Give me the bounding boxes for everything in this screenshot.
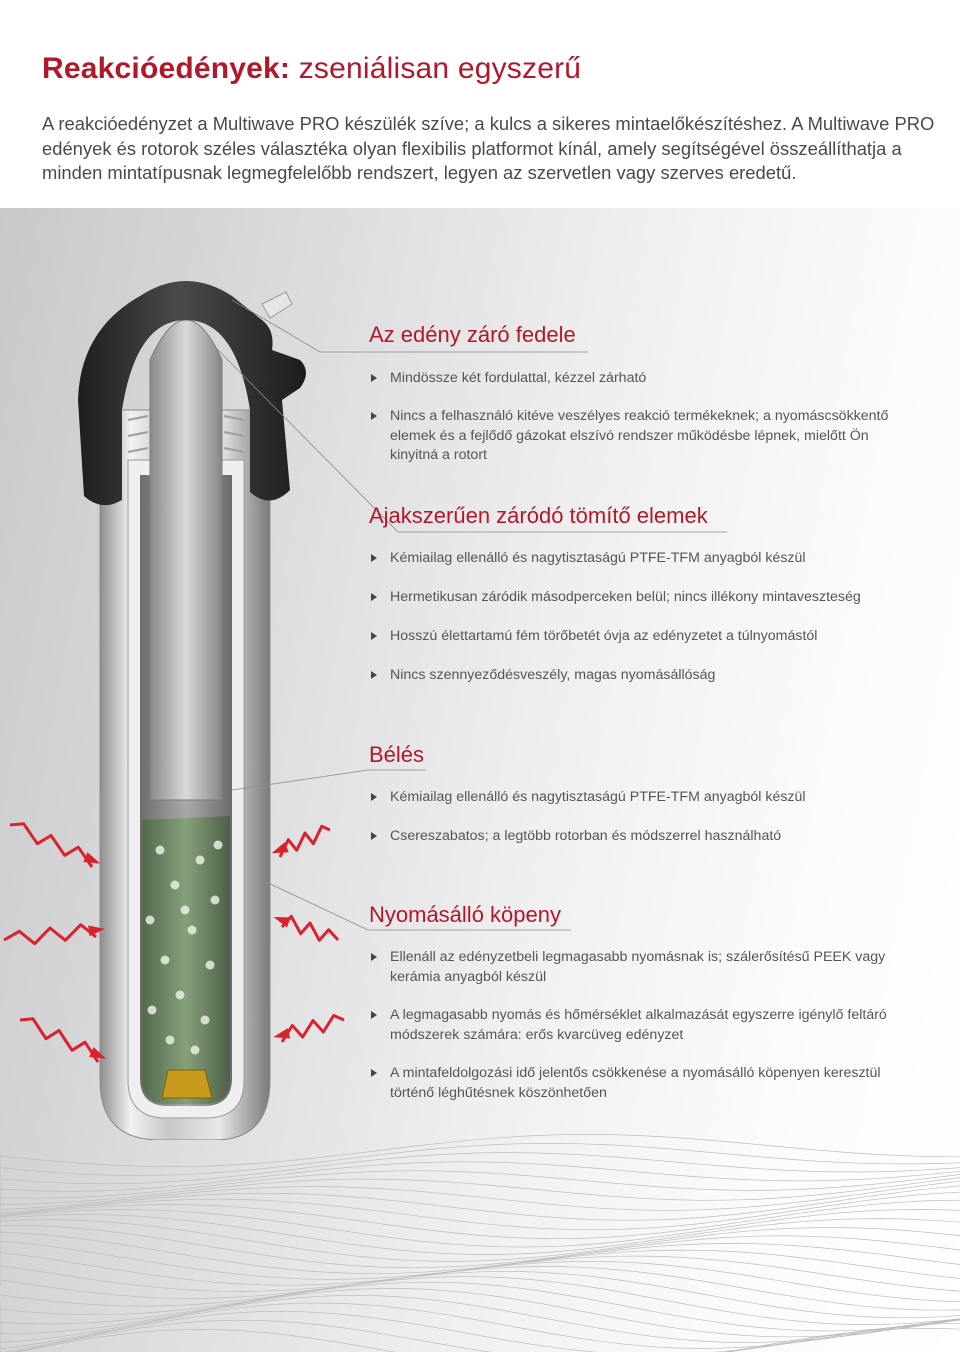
page-title-rest: zseniálisan egyszerű [298, 52, 582, 85]
bullet-text: A legmagasabb nyomás és hőmérséklet alkalmazását egyszerre igénylő feltáró módszerek számára: erős kvarcüveg edényzet [390, 1007, 887, 1043]
microwave-arrow [4, 925, 96, 944]
wave-line [0, 1220, 960, 1262]
bubble [211, 896, 220, 905]
section-seal [369, 503, 929, 683]
section-cap [369, 322, 929, 463]
bullet-arrow-icon [371, 412, 377, 420]
bullet-item [369, 666, 914, 686]
microwave-arrow [282, 916, 338, 940]
bullet-text: Kémiailag ellenálló és nagytisztaságú PTFE-TFM anyagból készül [390, 550, 806, 566]
section-title: Ajakszerűen záródó tömítő elemek [369, 503, 708, 528]
bubble [171, 881, 180, 890]
bubble [214, 841, 223, 850]
bullet-item [369, 549, 914, 569]
wave-line [0, 1215, 960, 1255]
bullet-item [369, 627, 914, 647]
bubble [146, 916, 155, 925]
vessel-illustration [0, 260, 380, 1140]
section-title: Nyomásálló köpeny [369, 902, 561, 927]
wave-pattern [0, 1130, 960, 1352]
section-jacket [369, 902, 929, 1101]
wave-line [0, 1178, 960, 1205]
section-title: Az edény záró fedele [369, 322, 576, 347]
bubble [166, 1036, 175, 1045]
bullet-arrow-icon [371, 593, 377, 601]
bullet-item [369, 788, 914, 808]
seal-plug [150, 320, 222, 800]
bullet-arrow-icon [371, 632, 377, 640]
bullet-arrow-icon [371, 832, 377, 840]
bubble [206, 961, 215, 970]
bullet-item [369, 1006, 914, 1045]
bullet-arrow-icon [371, 793, 377, 801]
bubble [148, 1006, 157, 1015]
section-title: Bélés [369, 742, 425, 767]
bullet-text: Kémiailag ellenálló és nagytisztaságú PTFE-TFM anyagból készül [390, 789, 806, 805]
wave-line [0, 1303, 960, 1349]
microwave-arrowhead [273, 1028, 290, 1038]
bubble [161, 956, 170, 965]
bullet-item [369, 948, 914, 987]
bubble [191, 1046, 200, 1055]
wave-line [0, 1232, 960, 1274]
vent-nozzle [262, 292, 292, 318]
bullet-item [369, 407, 914, 466]
bullet-item [369, 369, 914, 389]
microwave-arrow [20, 1019, 98, 1062]
bubble [188, 926, 197, 935]
microwave-arrow [282, 1016, 344, 1043]
wave-line [0, 1153, 960, 1184]
wave-line [0, 1225, 960, 1267]
bullet-arrow-icon [371, 671, 377, 679]
bullet-arrow-icon [371, 554, 377, 562]
bullet-arrow-icon [371, 1011, 377, 1019]
bubble [156, 846, 165, 855]
page-title-bold: Reakcióedények: [42, 52, 291, 85]
bullet-item [369, 827, 914, 847]
page-title [42, 52, 581, 86]
microwave-arrow [10, 824, 92, 867]
bullet-text: Nincs a felhasználó kitéve veszélyes reakció termékeknek; a nyomáscsökkentő elemek és a fejlődő gázokat elszívó rendszer működésbe lépnek, mielőtt Ön kinyitná a rotort [390, 408, 889, 463]
bubble [201, 1016, 210, 1025]
bubble [196, 856, 205, 865]
bullet-text: Csereszabatos; a legtöbb rotorban és módszerrel használható [390, 828, 782, 844]
bubble [176, 991, 185, 1000]
rupture-insert [162, 1070, 212, 1098]
wave-line [0, 1200, 960, 1239]
microwave-arrowhead [83, 852, 100, 863]
bubble [181, 906, 190, 915]
bullet-text: Nincs szennyeződésveszély, magas nyomásállóság [390, 667, 716, 683]
bullet-arrow-icon [371, 953, 377, 961]
section-liner [369, 742, 929, 844]
bullet-item [369, 588, 914, 608]
bullet-item [369, 1064, 914, 1103]
bullet-arrow-icon [371, 374, 377, 382]
intro-paragraph: A reakcióedényzet a Multiwave PRO készülék szíve; a kulcs a sikeres mintaelőkészítéshez. A Multiwave PRO edények és rotorok széles választéka olyan flexibilis platformot kínál, amely segítségével összeállíthatja a minden mintatípusnak legmegfelelőbb rendszert, legyen az szervetlen vagy szerves eredetű. [42, 113, 935, 183]
bullet-text: Ellenáll az edényzetbeli legmagasabb nyomásnak is; szálerősítésű PEEK vagy kerámia anyagból készül [390, 949, 886, 985]
bullet-text: Mindössze két fordulattal, kézzel zárható [390, 370, 647, 386]
bullet-text: Hosszú élettartamú fém törőbetét óvja az edényzetet a túlnyomástól [390, 628, 818, 644]
bullet-text: A mintafeldolgozási idő jelentős csökkenése a nyomásálló köpenyen keresztül történő léghűtésnek köszönhetően [390, 1065, 881, 1101]
wave-line [0, 1271, 960, 1317]
bullet-arrow-icon [371, 1069, 377, 1077]
microwave-arrow [280, 826, 330, 857]
wave-line [0, 1143, 960, 1175]
bullet-text: Hermetikusan záródik másodperceken belül; nincs illékony mintaveszteség [390, 589, 861, 605]
sample-liquid [142, 816, 230, 1104]
wave-line [0, 1209, 960, 1247]
